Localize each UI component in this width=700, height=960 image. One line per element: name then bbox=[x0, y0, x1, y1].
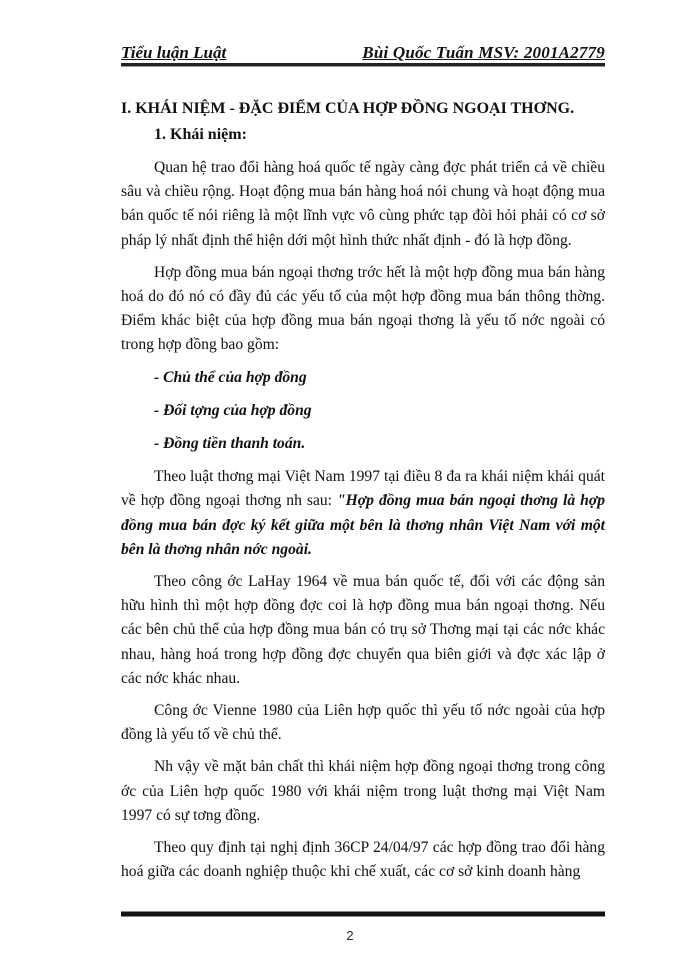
paragraph-3-lead: Theo luật thơng mại Việt Nam 1997 tại điều 8 đa ra khái niệm khái quát về hợp đồng ngoại thơng nh sau: bbox=[121, 468, 605, 510]
section-heading: I. KHÁI NIỆM - ĐẶC ĐIỂM CỦA HỢP ĐỒNG NGOẠI THƠNG. bbox=[121, 100, 575, 117]
paragraph-7: Theo quy định tại nghị định 36CP 24/04/97 các hợp đồng trao đổi hàng hoá giữa các doanh nghiệp thuộc khi chế xuất, các cơ sở kinh doanh hàng bbox=[121, 839, 605, 881]
bullet-item-2: - Đối tợng của hợp đồng bbox=[154, 401, 312, 419]
header-left-title: Tiểu luận Luật bbox=[121, 43, 227, 62]
paragraph-3 bbox=[121, 465, 605, 562]
paragraph-3-quote: "Hợp đồng mua bán ngoại thơng là hợp đồng mua bán đợc ký kết giữa một bên là thơng nhân Việt Nam với một bên là thơng nhân nớc ngoài. bbox=[121, 492, 605, 558]
paragraph-1: Quan hệ trao đổi hàng hoá quốc tế ngày càng đợc phát triển cả về chiều sâu và chiều rộng. Hoạt động mua bán hàng hoá nói chung và hoạt động mua bán quốc tế nói riêng là một lĩnh vực vô cùng phức tạp đòi hỏi phải có cơ sở pháp lý nhất định thể hiện dới một hình thức nhất định - đó là hợp đồng. bbox=[121, 159, 605, 249]
page-number: 2 bbox=[346, 928, 354, 943]
header-divider bbox=[121, 63, 605, 67]
page-header bbox=[121, 42, 605, 64]
paragraph-5: Công ớc Vienne 1980 của Liên hợp quốc thì yếu tố nớc ngoài của hợp đồng là yếu tố về chủ thể. bbox=[121, 702, 605, 744]
bullet-item-3: - Đồng tiền thanh toán. bbox=[154, 435, 306, 453]
footer-divider bbox=[121, 911, 605, 917]
paragraph-6: Nh vậy về mặt bản chất thì khái niệm hợp đồng ngoại thơng trong công ớc của Liên hợp quốc 1980 với khái niệm trong luật thơng mại Việt Nam 1997 có sự tơng đồng. bbox=[121, 758, 605, 824]
subsection-heading: 1. Khái niệm: bbox=[154, 126, 247, 143]
paragraph-2: Hợp đồng mua bán ngoại thơng trớc hết là một hợp đồng mua bán hàng hoá do đó nó có đầy đủ các yếu tố của một hợp đồng mua bán thông thờng. Điểm khác biệt của hợp đồng mua bán ngoại thơng là yếu tố nớc ngoài có trong hợp đồng bao gồm: bbox=[121, 263, 605, 354]
header-right-author: Bùi Quốc Tuấn MSV: 2001A2779 bbox=[362, 43, 605, 62]
paragraph-4: Theo công ớc LaHay 1964 về mua bán quốc tế, đối với các động sản hữu hình thì một hợp đồng đợc coi là hợp đồng mua bán ngoại thơng. Nếu các bên chủ thể của hợp đồng mua bán có trụ sở Thơng mại tại các nớc khác nhau, hàng hoá trong hợp đồng đợc chuyển qua biên giới và đợc xác lập ở các nớc khác nhau. bbox=[121, 573, 605, 687]
bullet-item-1: - Chủ thể của hợp đồng bbox=[154, 368, 307, 386]
document-body bbox=[121, 96, 605, 892]
